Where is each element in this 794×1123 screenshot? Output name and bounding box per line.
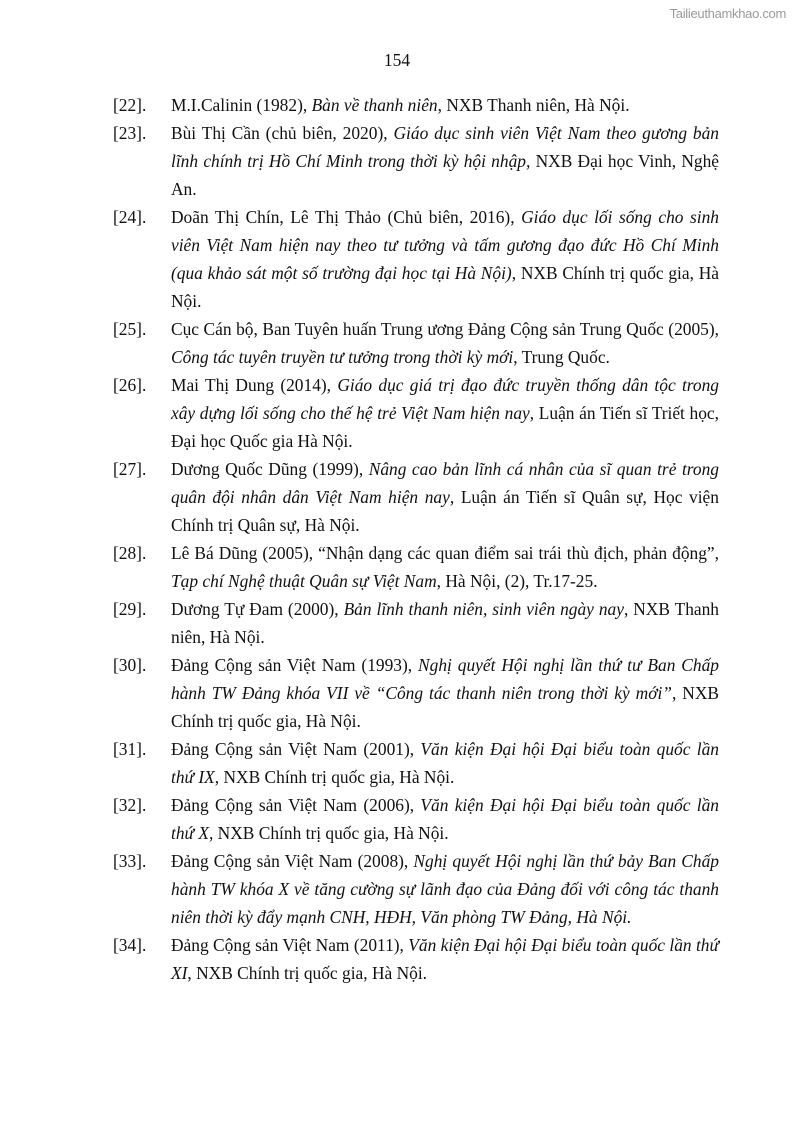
reference-item <box>113 91 719 119</box>
reference-title: Giáo dục sinh viên Việt Nam theo gương bản lĩnh chính trị Hồ Chí Minh trong thời kỳ hội nhập, <box>171 123 720 171</box>
reference-number: [22]. <box>113 95 147 115</box>
reference-number: [26]. <box>113 375 147 395</box>
reference-segment: Cục Cán bộ, Ban Tuyên huấn Trung ương Đảng Cộng sản Trung Quốc (2005), <box>171 319 719 339</box>
reference-title: Nghị quyết Hội nghị lần thứ tư Ban Chấp hành TW Đảng khóa VII về “Công tác thanh niên trong thời kỳ mới” <box>171 655 719 703</box>
reference-text <box>171 651 719 735</box>
reference-segment: Bùi Thị Cần (chủ biên, 2020), <box>171 123 394 143</box>
reference-item <box>113 315 719 371</box>
reference-title: Nghị quyết Hội nghị lần thứ bảy Ban Chấp hành TW khóa X về tăng cường sự lãnh đạo của Đảng đối với công tác thanh niên thời kỳ đẩy mạnh CNH, HĐH, Văn phòng TW Đảng, Hà Nội. <box>171 851 719 927</box>
reference-text <box>171 203 719 315</box>
reference-item <box>113 847 719 931</box>
reference-list <box>113 91 719 987</box>
reference-segment: Đảng Cộng sản Việt Nam (1993), <box>171 655 419 675</box>
reference-title: Nâng cao bản lĩnh cá nhân của sĩ quan trẻ trong quân đội nhân dân Việt Nam hiện nay <box>171 459 719 507</box>
reference-text <box>171 539 719 595</box>
reference-number: [32]. <box>113 795 147 815</box>
reference-segment: Đảng Cộng sản Việt Nam (2006), <box>171 795 421 815</box>
reference-segment: Đảng Cộng sản Việt Nam (2011), <box>171 935 409 955</box>
reference-title: Văn kiện Đại hội Đại biểu toàn quốc lần thứ X <box>171 795 719 843</box>
reference-number: [24]. <box>113 207 147 227</box>
reference-number: [29]. <box>113 599 147 619</box>
reference-segment: Đảng Cộng sản Việt Nam (2008), <box>171 851 414 871</box>
reference-number: [34]. <box>113 935 147 955</box>
reference-number: [27]. <box>113 459 147 479</box>
reference-segment: Dương Quốc Dũng (1999), <box>171 459 369 479</box>
reference-text <box>171 931 719 987</box>
reference-text <box>171 595 719 651</box>
reference-segment: M.I.Calinin (1982), <box>171 95 312 115</box>
reference-segment: NXB Đại học Vinh, Nghệ An. <box>171 151 719 199</box>
reference-item <box>113 931 719 987</box>
reference-title: Bản lĩnh thanh niên, sinh viên ngày nay <box>343 599 624 619</box>
reference-segment: Doãn Thị Chín, Lê Thị Thảo (Chủ biên, 2016), <box>171 207 522 227</box>
reference-number: [25]. <box>113 319 147 339</box>
reference-item <box>113 539 719 595</box>
reference-segment: , Luận án Tiến sĩ Triết học, Đại học Quốc gia Hà Nội. <box>171 403 719 451</box>
reference-item <box>113 371 719 455</box>
reference-title: Tạp chí Nghệ thuật Quân sự Việt Nam <box>171 571 437 591</box>
reference-segment: , NXB Chính trị quốc gia, Hà Nội. <box>171 683 719 731</box>
reference-segment: , NXB Chính trị quốc gia, Hà Nội. <box>214 767 455 787</box>
reference-title: Giáo dục lối sống cho sinh viên Việt Nam hiện nay theo tư tưởng và tấm gương đạo đức Hồ Chí Minh (qua khảo sát một số trường đại học tại Hà Nội) <box>171 207 719 283</box>
reference-number: [30]. <box>113 655 147 675</box>
reference-text <box>171 455 719 539</box>
reference-segment: , NXB Chính trị quốc gia, Hà Nội. <box>187 963 428 983</box>
reference-title: Công tác tuyên truyền tư tưởng trong thời kỳ mới <box>171 347 514 367</box>
reference-segment: , NXB Chính trị quốc gia, Hà Nội. <box>208 823 449 843</box>
reference-title: Giáo dục giá trị đạo đức truyền thống dân tộc trong xây dựng lối sống cho thế hệ trẻ Việt Nam hiện nay <box>171 375 719 423</box>
reference-text <box>171 315 719 371</box>
reference-number: [23]. <box>113 123 147 143</box>
reference-segment: , Luận án Tiến sĩ Quân sự, Học viện Chính trị Quân sự, Hà Nội. <box>171 487 719 535</box>
reference-segment: Đảng Cộng sản Việt Nam (2001), <box>171 739 421 759</box>
reference-item <box>113 735 719 791</box>
reference-segment: Lê Bá Dũng (2005), “Nhận dạng các quan điểm sai trái thù địch, phản động”, <box>171 543 719 563</box>
reference-text <box>171 371 719 455</box>
reference-title: Bàn về thanh niên <box>311 95 438 115</box>
reference-text <box>171 119 719 203</box>
watermark: Tailieuthamkhao.com <box>669 6 786 21</box>
reference-number: [33]. <box>113 851 147 871</box>
reference-text <box>171 791 719 847</box>
reference-segment: , Hà Nội, (2), Tr.17-25. <box>436 571 598 591</box>
reference-title: Văn kiện Đại hội Đại biểu toàn quốc lần thứ XI <box>171 935 719 983</box>
reference-segment: , Trung Quốc. <box>513 347 610 367</box>
page-number: 154 <box>383 50 411 70</box>
reference-segment: , NXB Chính trị quốc gia, Hà Nội. <box>171 263 719 311</box>
reference-segment: , NXB Thanh niên, Hà Nội. <box>171 599 719 647</box>
reference-number: [31]. <box>113 739 147 759</box>
reference-number: [28]. <box>113 543 147 563</box>
reference-text <box>171 847 719 931</box>
reference-item <box>113 119 719 203</box>
reference-item <box>113 651 719 735</box>
reference-segment: Mai Thị Dung (2014), <box>171 375 338 395</box>
reference-item <box>113 203 719 315</box>
reference-item <box>113 791 719 847</box>
reference-item <box>113 595 719 651</box>
reference-segment: Dương Tự Đam (2000), <box>171 599 344 619</box>
reference-text <box>171 735 719 791</box>
reference-text <box>171 91 719 119</box>
reference-segment: , NXB Thanh niên, Hà Nội. <box>437 95 630 115</box>
reference-title: Văn kiện Đại hội Đại biểu toàn quốc lần thứ IX <box>171 739 719 787</box>
reference-item <box>113 455 719 539</box>
